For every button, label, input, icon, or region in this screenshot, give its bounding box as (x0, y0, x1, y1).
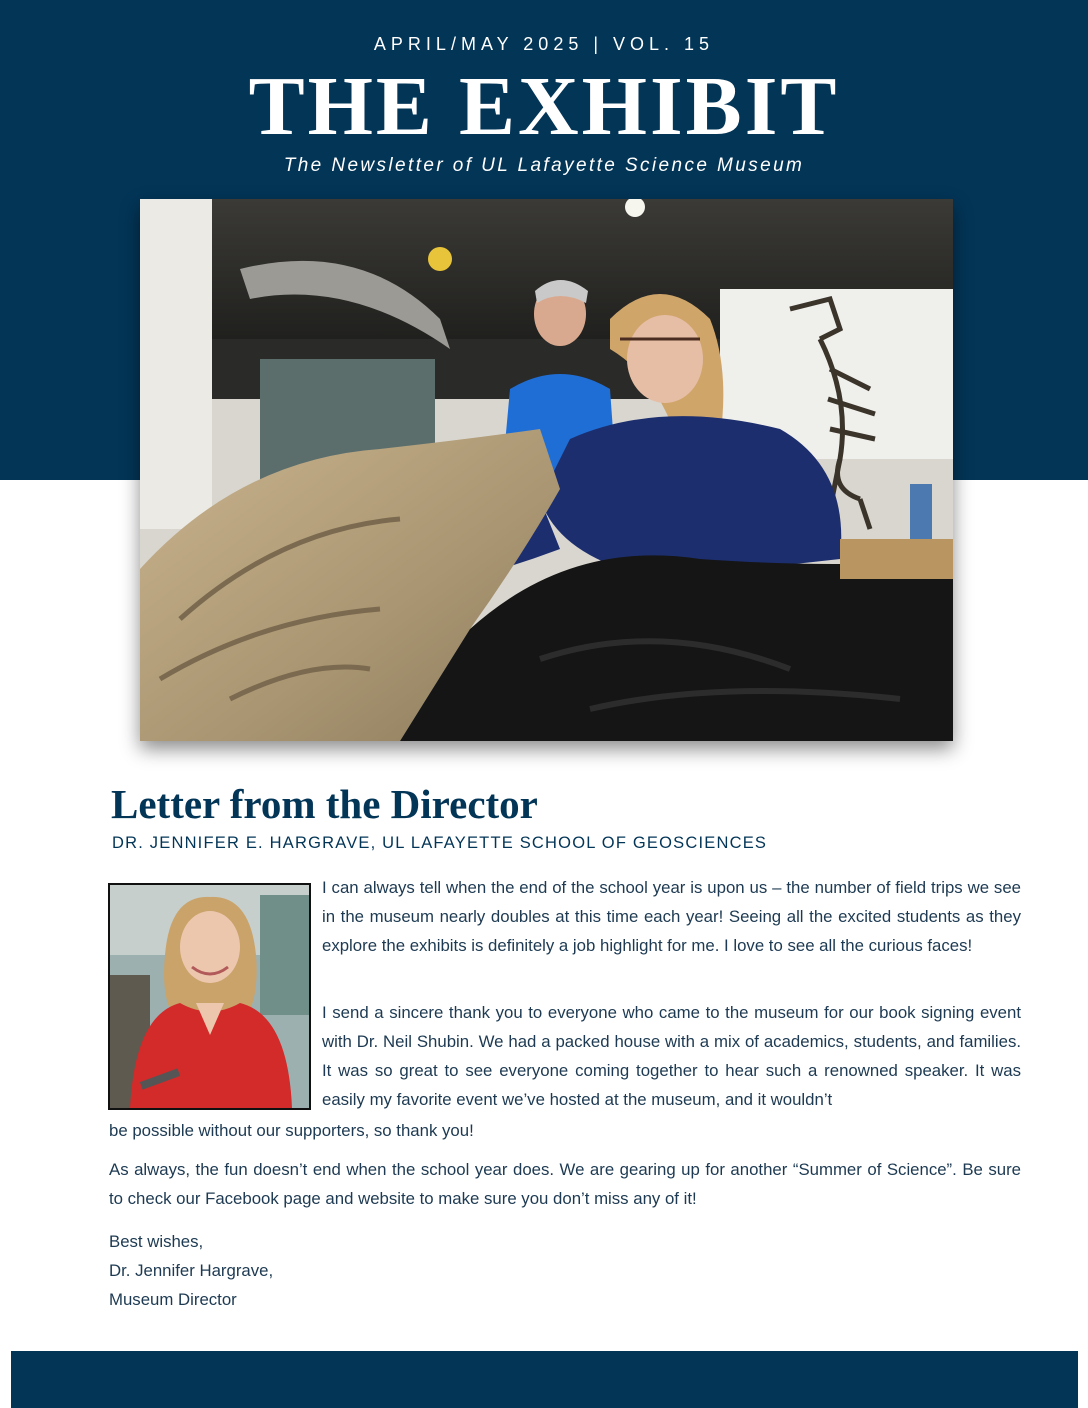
hero-photo (140, 199, 953, 741)
hero-photo-illustration (140, 199, 953, 741)
newsletter-subtitle: The Newsletter of UL Lafayette Science Museum (283, 155, 805, 176)
section-heading: Letter from the Director (111, 781, 538, 827)
letter-paragraph-2-continued: be possible without our supporters, so thank you! (109, 1121, 474, 1140)
portrait-illustration (110, 885, 309, 1108)
letter-paragraph-2: I send a sincere thank you to everyone who came to the museum for our book signing event with Dr. Neil Shubin. We had a packed house with a mix of academics, students, and families. It was so great to see everyone coming together to hear such a renowned speaker. It was easily my favorite event we’ve hosted at the museum, and it wouldn’t (322, 1003, 1021, 1109)
issue-line: APRIL/MAY 2025 | VOL. 15 (373, 34, 715, 54)
footer-bar (11, 1351, 1078, 1408)
letter-paragraph-3: As always, the fun doesn’t end when the school year does. We are gearing up for another “Summer of Science”. Be sure to check our Facebook page and website to make sure you don’t miss any of it! (109, 1160, 1021, 1208)
signoff (109, 1227, 509, 1314)
director-portrait (108, 883, 311, 1110)
signoff-line: Museum Director (109, 1290, 237, 1309)
signoff-line: Best wishes, (109, 1232, 204, 1251)
newsletter-title: THE EXHIBIT (248, 60, 840, 153)
letter-paragraph-1: I can always tell when the end of the school year is upon us – the number of field trips we see in the museum nearly doubles at this time each year! Seeing all the excited students as they explore the exhibits is definitely a job highlight for me. I love to see all the curious faces! (322, 878, 1021, 955)
author-byline: DR. JENNIFER E. HARGRAVE, UL LAFAYETTE SCHOOL OF GEOSCIENCES (112, 834, 768, 852)
signoff-line: Dr. Jennifer Hargrave, (109, 1261, 274, 1280)
